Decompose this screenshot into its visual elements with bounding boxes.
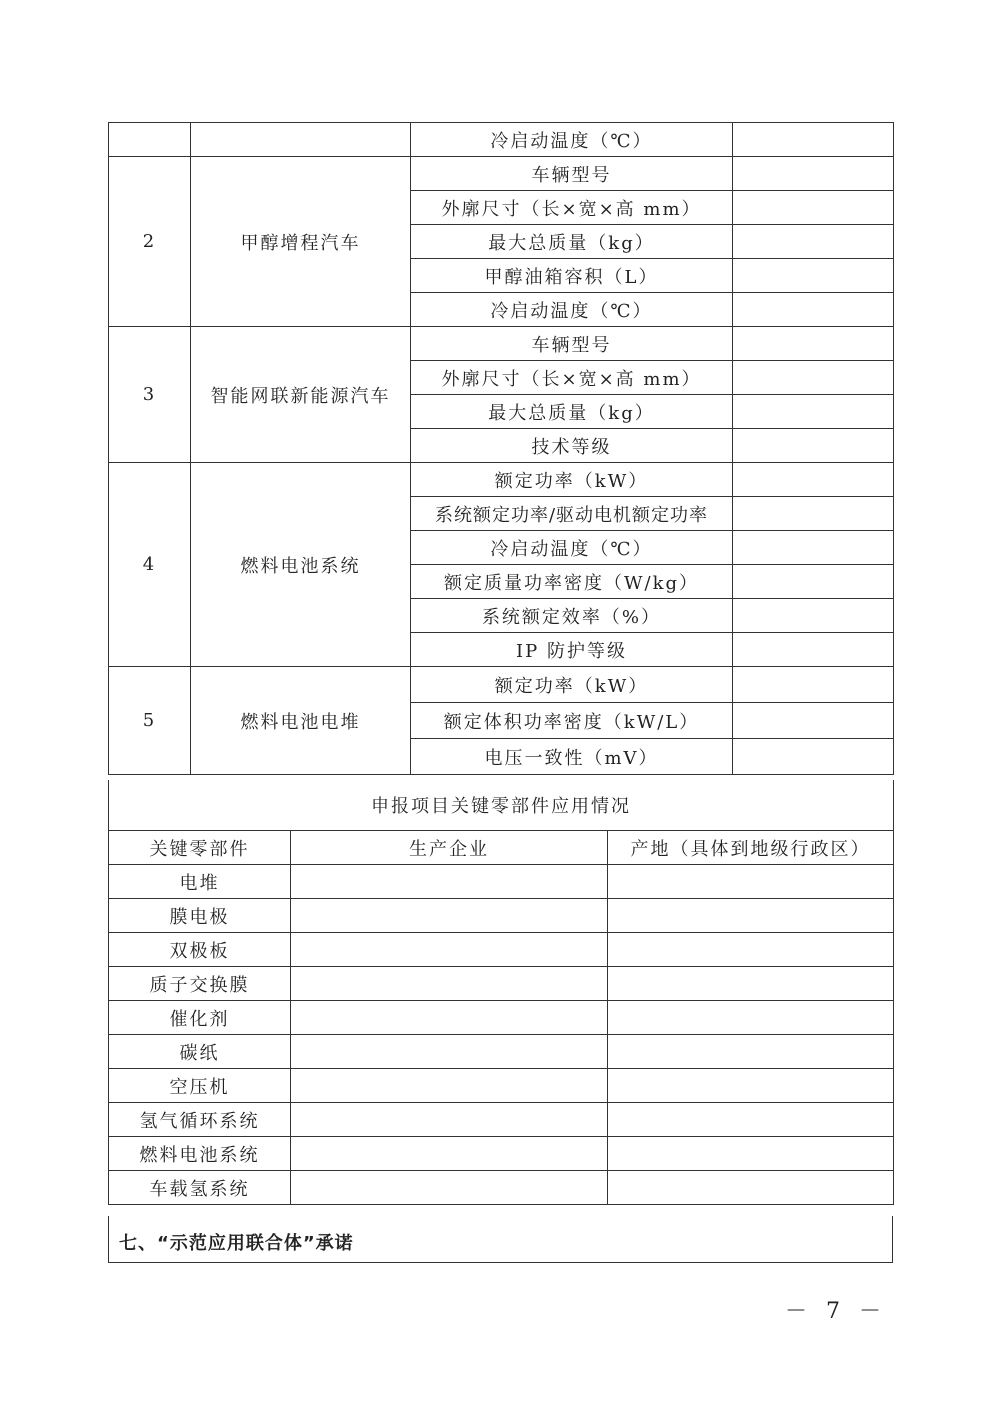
param-cell: IP 防护等级 [411, 633, 733, 667]
header-manufacturer: 生产企业 [291, 831, 608, 865]
origin-cell[interactable] [608, 1103, 894, 1137]
manufacturer-cell[interactable] [291, 1035, 608, 1069]
value-cell[interactable] [733, 123, 894, 157]
value-cell[interactable] [733, 565, 894, 599]
param-cell: 技术等级 [411, 429, 733, 463]
parts-table-title: 申报项目关键零部件应用情况 [109, 780, 894, 831]
table-row [109, 1069, 894, 1103]
manufacturer-cell[interactable] [291, 1137, 608, 1171]
table-row [109, 1035, 894, 1069]
value-cell[interactable] [733, 293, 894, 327]
param-cell: 系统额定效率（%） [411, 599, 733, 633]
section-heading: 七、“示范应用联合体”承诺 [119, 1233, 354, 1254]
param-cell: 系统额定功率/驱动电机额定功率 [411, 497, 733, 531]
manufacturer-cell[interactable] [291, 967, 608, 1001]
table-row [109, 123, 894, 157]
parts-table [108, 780, 894, 1205]
value-cell[interactable] [733, 531, 894, 565]
table-row [109, 933, 894, 967]
param-cell: 甲醇油箱容积（L） [411, 259, 733, 293]
param-cell: 额定功率（kW） [411, 667, 733, 703]
value-cell[interactable] [733, 361, 894, 395]
part-name-cell: 燃料电池系统 [109, 1137, 291, 1171]
manufacturer-cell[interactable] [291, 933, 608, 967]
table-row [109, 1001, 894, 1035]
part-name-cell: 催化剂 [109, 1001, 291, 1035]
param-cell: 外廓尺寸（长×宽×高 mm） [411, 191, 733, 225]
manufacturer-cell[interactable] [291, 1103, 608, 1137]
origin-cell[interactable] [608, 967, 894, 1001]
origin-cell[interactable] [608, 1001, 894, 1035]
table-row [109, 667, 894, 703]
table-row [109, 1171, 894, 1205]
number-cell: 4 [109, 463, 191, 667]
origin-cell[interactable] [608, 933, 894, 967]
value-cell[interactable] [733, 599, 894, 633]
product-cell: 智能网联新能源汽车 [191, 327, 411, 463]
param-cell: 额定质量功率密度（W/kg） [411, 565, 733, 599]
param-cell: 外廓尺寸（长×宽×高 mm） [411, 361, 733, 395]
value-cell[interactable] [733, 497, 894, 531]
product-cell: 燃料电池系统 [191, 463, 411, 667]
part-name-cell: 电堆 [109, 865, 291, 899]
param-cell: 最大总质量（kg） [411, 225, 733, 259]
value-cell[interactable] [733, 327, 894, 361]
part-name-cell: 质子交换膜 [109, 967, 291, 1001]
value-cell[interactable] [733, 633, 894, 667]
part-name-cell: 空压机 [109, 1069, 291, 1103]
param-cell: 最大总质量（kg） [411, 395, 733, 429]
table-header-row [109, 831, 894, 865]
value-cell[interactable] [733, 463, 894, 497]
manufacturer-cell[interactable] [291, 899, 608, 933]
origin-cell[interactable] [608, 1171, 894, 1205]
param-cell: 额定体积功率密度（kW/L） [411, 703, 733, 739]
table-row [109, 967, 894, 1001]
part-name-cell: 膜电极 [109, 899, 291, 933]
table-row [109, 327, 894, 361]
origin-cell[interactable] [608, 1069, 894, 1103]
header-origin: 产地（具体到地级行政区） [608, 831, 894, 865]
part-name-cell: 氢气循环系统 [109, 1103, 291, 1137]
value-cell[interactable] [733, 739, 894, 775]
value-cell[interactable] [733, 429, 894, 463]
param-cell: 冷启动温度（℃） [411, 293, 733, 327]
table-row [109, 1137, 894, 1171]
param-cell: 车辆型号 [411, 327, 733, 361]
table-row [109, 899, 894, 933]
number-cell: 3 [109, 327, 191, 463]
table-row [109, 157, 894, 191]
header-part: 关键零部件 [109, 831, 291, 865]
param-cell: 额定功率（kW） [411, 463, 733, 497]
manufacturer-cell[interactable] [291, 1001, 608, 1035]
part-name-cell: 车载氢系统 [109, 1171, 291, 1205]
value-cell[interactable] [733, 259, 894, 293]
part-name-cell: 双极板 [109, 933, 291, 967]
param-cell: 冷启动温度（℃） [411, 123, 733, 157]
origin-cell[interactable] [608, 1137, 894, 1171]
origin-cell[interactable] [608, 1035, 894, 1069]
number-cell: 2 [109, 157, 191, 327]
manufacturer-cell[interactable] [291, 1069, 608, 1103]
value-cell[interactable] [733, 225, 894, 259]
table-row [109, 463, 894, 497]
table-title-row [109, 780, 894, 831]
value-cell[interactable] [733, 395, 894, 429]
number-cell: 5 [109, 667, 191, 775]
param-cell: 冷启动温度（℃） [411, 531, 733, 565]
value-cell[interactable] [733, 667, 894, 703]
param-cell: 车辆型号 [411, 157, 733, 191]
param-cell: 电压一致性（mV） [411, 739, 733, 775]
value-cell[interactable] [733, 191, 894, 225]
number-cell [109, 123, 191, 157]
product-cell: 甲醇增程汽车 [191, 157, 411, 327]
part-name-cell: 碳纸 [109, 1035, 291, 1069]
manufacturer-cell[interactable] [291, 1171, 608, 1205]
value-cell[interactable] [733, 157, 894, 191]
spec-table [108, 122, 894, 775]
commitment-section [108, 1216, 893, 1263]
table-row [109, 865, 894, 899]
product-cell: 燃料电池电堆 [191, 667, 411, 775]
manufacturer-cell[interactable] [291, 865, 608, 899]
table-row [109, 1103, 894, 1137]
value-cell[interactable] [733, 703, 894, 739]
origin-cell[interactable] [608, 865, 894, 899]
origin-cell[interactable] [608, 899, 894, 933]
product-cell [191, 123, 411, 157]
page-number: － 7 － [785, 1299, 887, 1324]
